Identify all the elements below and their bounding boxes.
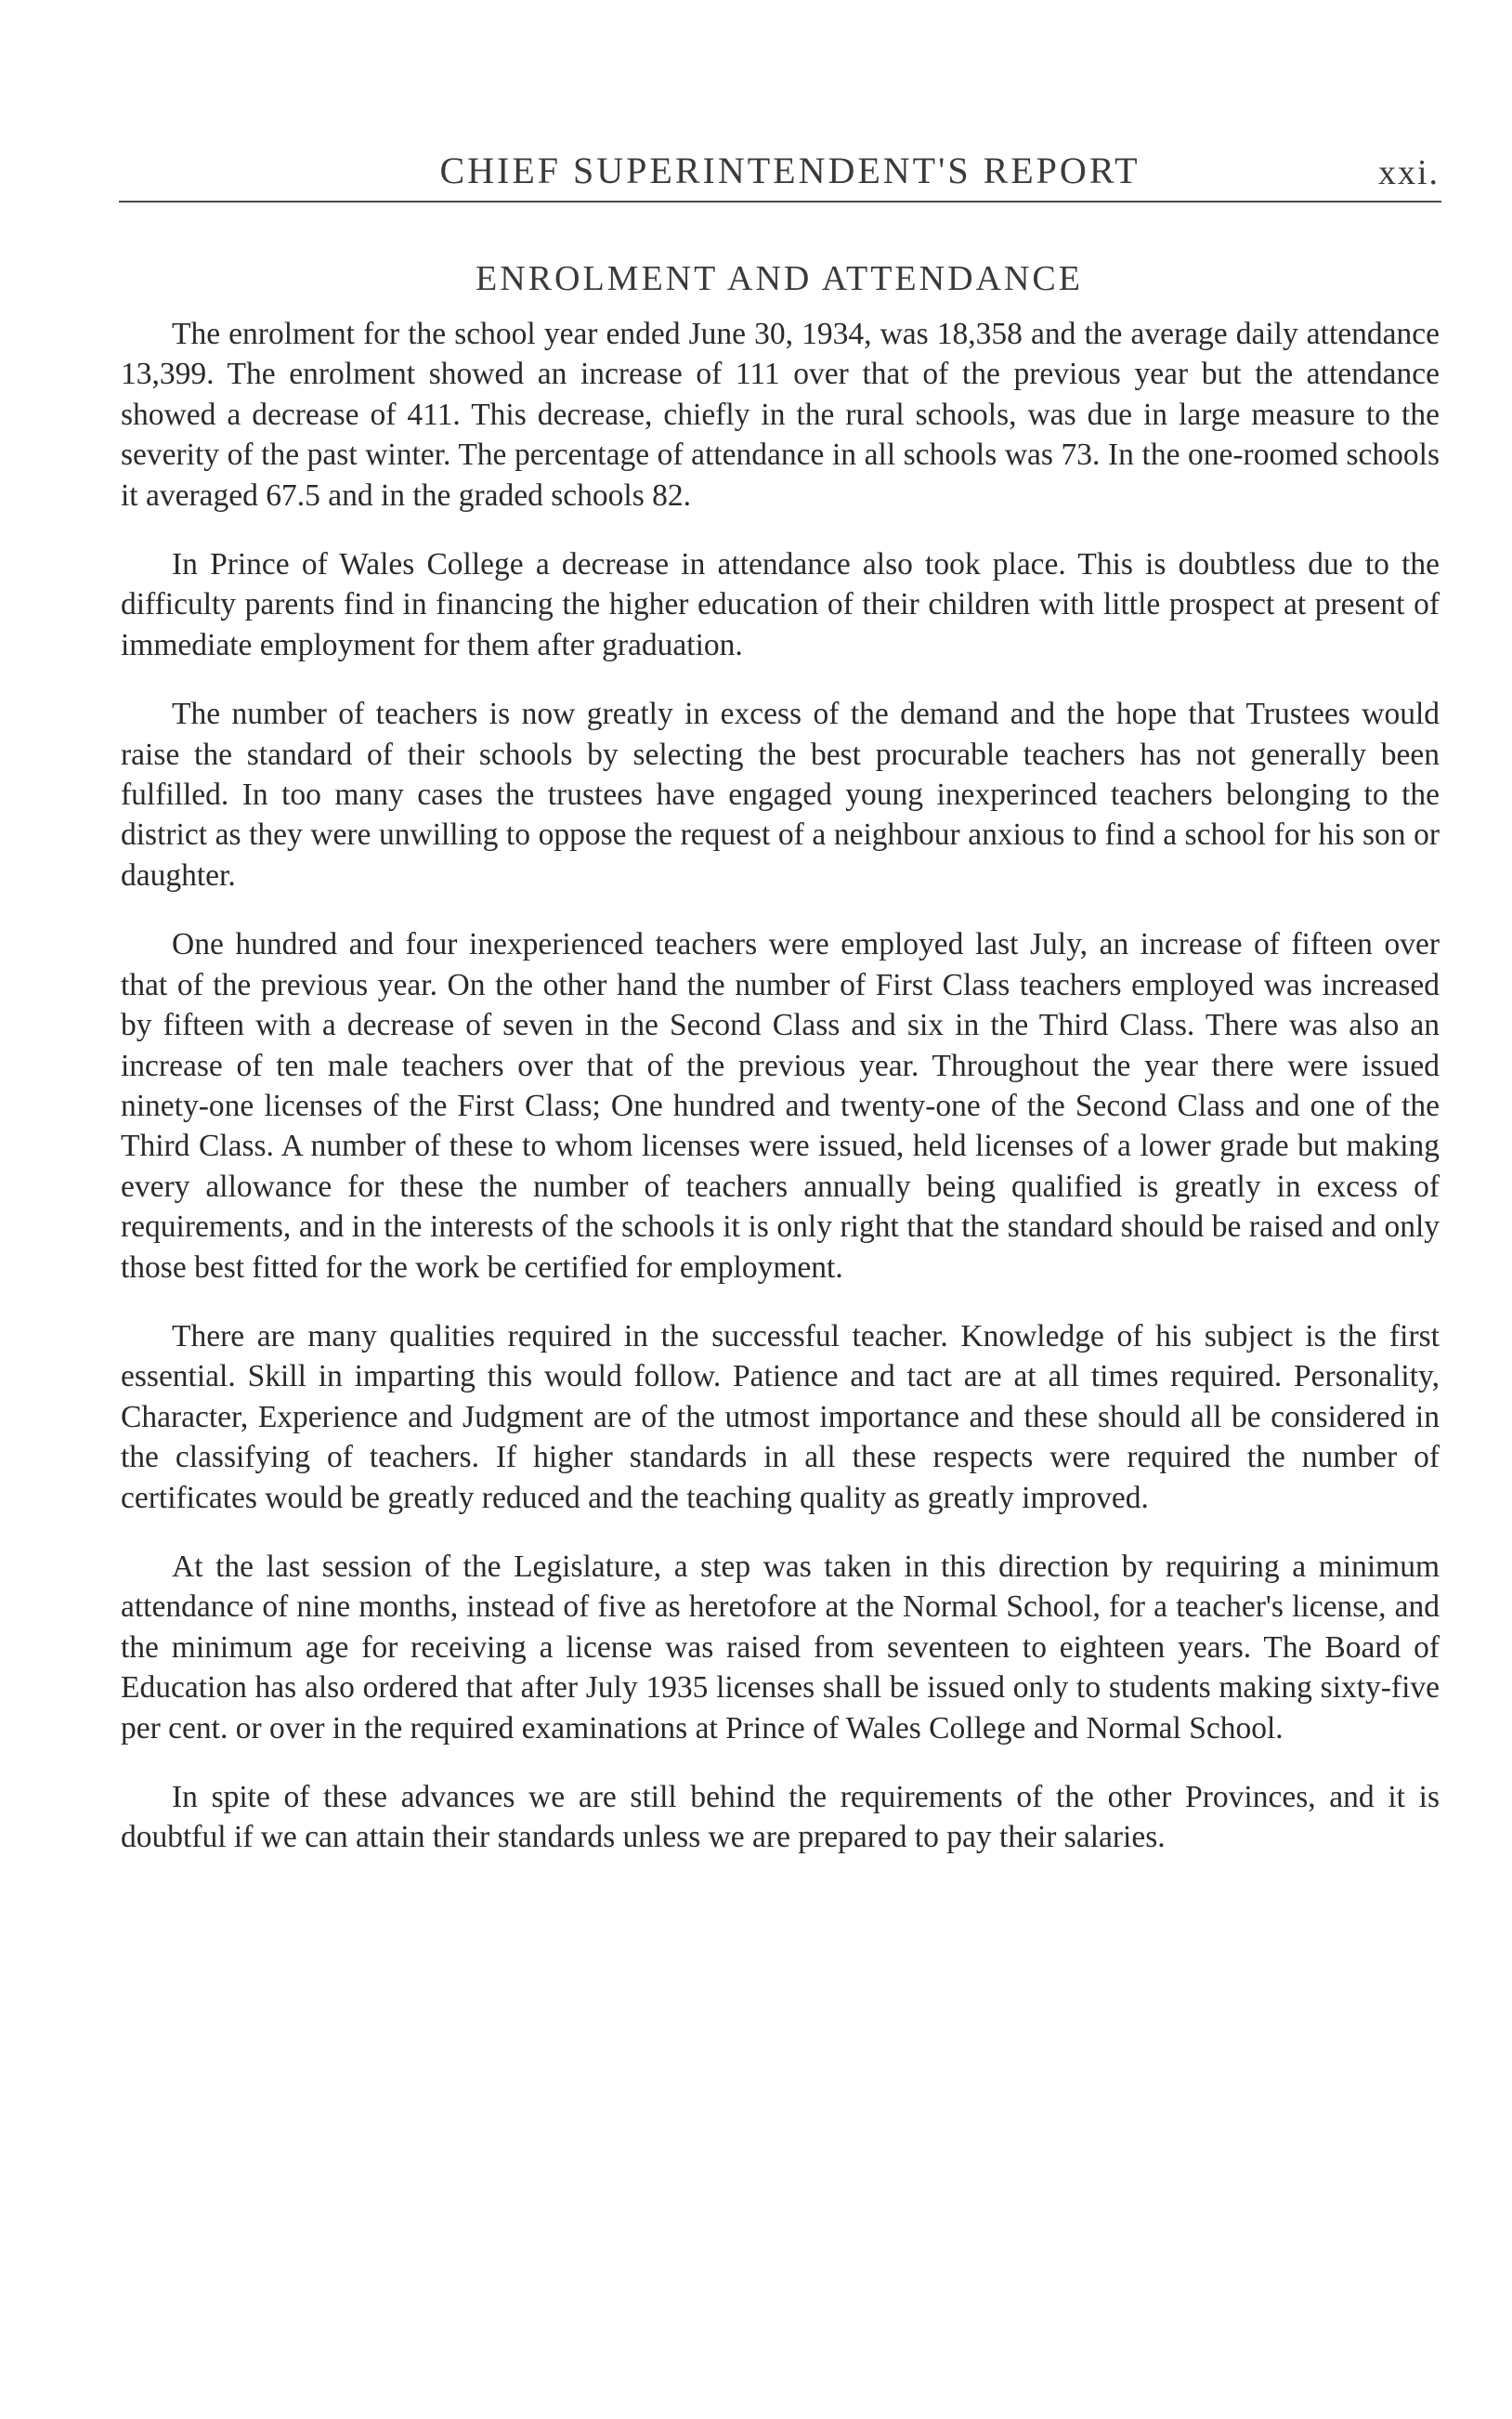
paragraph-teacher-qualities: There are many qualities required in the successful teacher. Knowledge of his subject is the first essential. Skill in imparting this would follow. Patience and tact are at all times required. Personality, Character, Experience and Judgment are of the utmost importance and these should all be considered in the classifying of teachers. If higher standards in all these respects were required the number of certificates would be greatly reduced and the teaching quality as greatly improved. — [121, 1318, 1440, 1515]
paragraph-conclusion: In spite of these advances we are still behind the requirements of the other Provinces, and it is doubtful if we can attain their standards unless we are prepared to pay their salaries. — [121, 1780, 1440, 1855]
body-text — [121, 314, 1440, 1887]
running-title: CHIEF SUPERINTENDENT'S REPORT — [439, 150, 1141, 191]
paragraph-teacher-surplus: The number of teachers is now greatly in excess of the demand and the hope that Trustees would raise the standard of their schools by selecting the best procurable teachers has not generally been fulfilled. In too many cases the trustees have engaged young inexperinced teachers belonging to the district as they were unwilling to oppose the request of a neighbour anxious to find a school for his son or daughter. — [121, 697, 1440, 893]
page-header — [119, 149, 1440, 199]
paragraph-legislation: At the last session of the Legislature, a step was taken in this direction by requiring a minimum attendance of nine months, instead of five as heretofore at the Normal School, for a teacher's license, and the minimum age for receiving a license was raised from seventeen to eighteen years. The Board of Education has also ordered that after July 1935 licenses shall be issued only to students making sixty-five per cent. or over in the required examinations at Prince of Wales College and Normal School. — [121, 1549, 1440, 1746]
paragraph-college-attendance: In Prince of Wales College a decrease in attendance also took place. This is doubtless due to the difficulty parents find in financing the higher education of their children with little prospect at present of immediate employment for them after graduation. — [121, 547, 1440, 662]
page-number: xxi. — [1377, 153, 1440, 192]
paragraph-teacher-statistics: One hundred and four inexperienced teachers were employed last July, an increase of fifteen over that of the previous year. On the other hand the number of First Class teachers employed was increased by fifteen with a decrease of seven in the Second Class and six in the Third Class. There was also an increase of ten male teachers over that of the previous year. Throughout the year there were issued ninety-one licenses of the First Class; One hundred and twenty-one of the Second Class and one of the Third Class. A number of these to whom licenses were issued, held licenses of a lower grade but making every allowance for these the number of teachers annually being qualified is greatly in excess of requirements, and in the interests of the schools it is only right that the standard should be raised and only those best fitted for the work be certified for employment. — [121, 927, 1440, 1285]
paragraph-enrolment: The enrolment for the school year ended June 30, 1934, was 18,358 and the average daily attendance 13,399. The enrolment showed an increase of 111 over that of the previous year but the attendance showed a decrease of 411. This decrease, chiefly in the rural schools, was due in large measure to the severity of the past winter. The percentage of attendance in all schools was 73. In the one-roomed schools it averaged 67.5 and in the graded schools 82. — [121, 317, 1440, 513]
header-rule — [119, 201, 1441, 203]
section-heading: ENROLMENT AND ATTENDANCE — [476, 259, 1083, 298]
